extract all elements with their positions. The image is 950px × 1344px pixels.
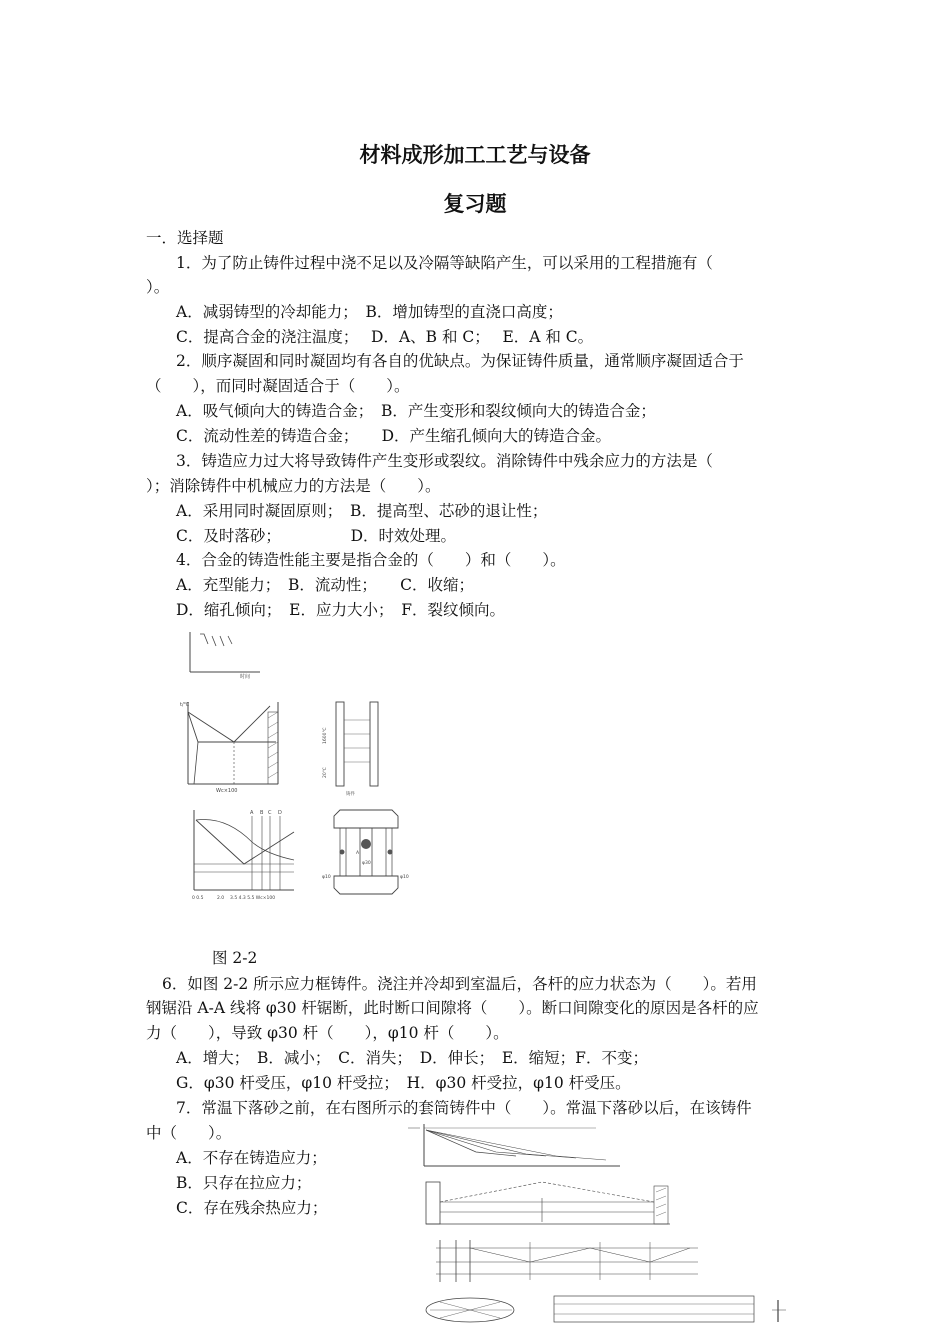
phase-diagram-abcd-figure: [186, 806, 298, 902]
q1-options-cde: C．提高合金的浇注温度； D．A、B 和 C； E．A 和 C。: [176, 328, 594, 346]
q6-options-gh: G．φ30 杆受压，φ10 杆受拉； H．φ30 杆受拉，φ10 杆受压。: [176, 1074, 631, 1092]
time-axis-label: 时间: [240, 674, 251, 680]
stress-frame-temp-figure: [322, 698, 394, 798]
sleeve-figure-2: [406, 1178, 682, 1228]
q1-stem: 1．为了防止铸件过程中浇不足以及冷隔等缺陷产生，可以采用的工程措施有（: [176, 254, 713, 272]
stress-frame-figure: [320, 806, 412, 902]
q3-options-cd: C．及时落砂； D．时效处理。: [176, 527, 457, 545]
q1-options-ab: A．减弱铸型的冷却能力； B．增加铸型的直浇口高度；: [176, 303, 563, 321]
phi10-right-label: φ10: [400, 875, 409, 880]
label-a: A: [250, 810, 254, 816]
cast-label: 铸件: [346, 792, 355, 797]
label-b: B: [260, 810, 264, 816]
phi30-label: φ30: [362, 861, 371, 866]
q3-options-ab: A．采用同时凝固原则； B．提高型、芯砂的退让性；: [176, 502, 548, 520]
q3-stem-cont: ）；消除铸件中机械应力的方法是（ ）。: [146, 477, 441, 495]
temp-axis-label: t/℃: [180, 702, 190, 708]
q1-stem-cont: ）。: [146, 278, 170, 296]
sleeve-figure-4: [420, 1292, 800, 1328]
wc-axis-label: Wc×100: [216, 788, 238, 794]
sleeve-figure-3: [430, 1234, 702, 1284]
q7-option-a: A．不存在铸造应力；: [176, 1149, 327, 1167]
q6-stem-cont2: 力（ ），导致 φ30 杆（ ），φ10 杆（ ）。: [146, 1024, 509, 1042]
abcd-ticks: 0 0.5 2.0 3.5 4.3 5.5 Wc×100: [192, 896, 276, 901]
figure-caption: 图 2-2: [212, 949, 258, 967]
cooling-curve-figure: [184, 630, 264, 680]
q6-stem-cont1: 钢锯沿 A-A 线将 φ30 杆锯断，此时断口间隙将（ ）。断口间隙变化的原因是各杆的应: [146, 999, 759, 1017]
q4-options-def: D．缩孔倾向； E．应力大小； F．裂纹倾向。: [176, 601, 505, 619]
q4-options-abc: A．充型能力； B．流动性； C．收缩；: [176, 576, 474, 594]
q3-stem: 3．铸造应力过大将导致铸件产生变形或裂纹。消除铸件中残余应力的方法是（: [176, 452, 713, 470]
q4-stem: 4．合金的铸造性能主要是指合金的（ ）和（ ）。: [176, 551, 566, 569]
q7-option-b: B．只存在拉应力；: [176, 1174, 312, 1192]
q2-options-cd: C．流动性差的铸造合金； D．产生缩孔倾向大的铸造合金。: [176, 427, 612, 445]
sleeve-figure-1: [406, 1122, 626, 1170]
q7-stem-cont: 中（ ）。: [146, 1124, 232, 1142]
section-a-label: A: [356, 851, 360, 856]
q6-options-a-f: A．增大； B．减小； C．消失； D．伸长； E．缩短；F．不变；: [176, 1049, 648, 1067]
phi10-left-label: φ10: [322, 875, 331, 880]
q6-stem: 6．如图 2-2 所示应力框铸件。浇注并冷却到室温后，各杆的应力状态为（ ）。若用: [162, 975, 757, 993]
label-d: D: [278, 810, 282, 816]
q2-stem: 2．顺序凝固和同时凝固均有各自的优缺点。为保证铸件质量，通常顺序凝固适合于: [176, 352, 744, 370]
section-heading: 一．选择题: [146, 229, 224, 247]
doc-title: 材料成形加工工艺与设备: [359, 143, 591, 167]
label-c: C: [268, 810, 272, 816]
phase-diagram-figure: [180, 698, 285, 794]
temp-1600-label: 1600℃: [323, 727, 328, 744]
q2-stem-cont: （ ），而同时凝固适合于（ ）。: [146, 377, 410, 395]
doc-subtitle: 复习题: [443, 192, 507, 216]
q7-option-c: C．存在残余热应力；: [176, 1199, 328, 1217]
temp-20-label: 20℃: [323, 767, 328, 778]
q2-options-ab: A．吸气倾向大的铸造合金； B．产生变形和裂纹倾向大的铸造合金；: [176, 402, 656, 420]
q7-stem: 7．常温下落砂之前，在右图所示的套筒铸件中（ ）。常温下落砂以后，在该铸件: [176, 1099, 752, 1117]
